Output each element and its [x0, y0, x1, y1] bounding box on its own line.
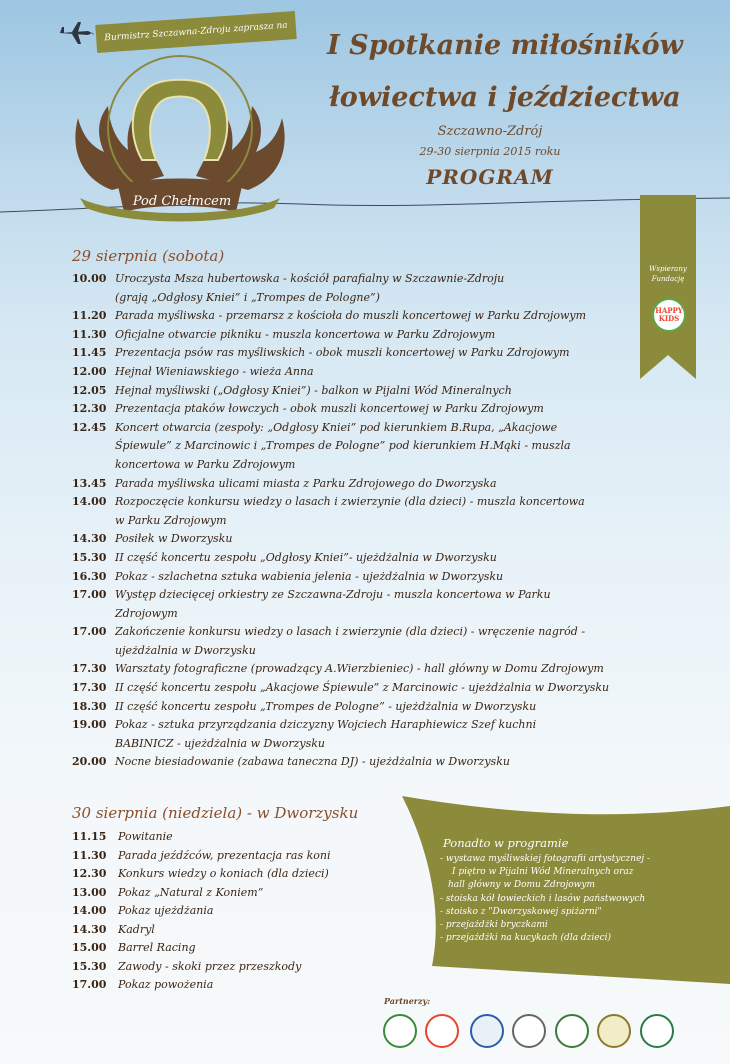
schedule-time: 17.00	[72, 978, 107, 991]
schedule-description: Parada jeźdźców, prezentacja ras koni	[118, 848, 331, 862]
schedule-time: 12.30	[72, 867, 107, 880]
schedule-description: II część koncertu zespołu „Odgłosy Kniei”- ujeżdżalnia w Dworzysku	[115, 550, 497, 564]
event-dates: 29-30 sierpnia 2015 roku	[419, 145, 561, 158]
schedule-row	[72, 939, 372, 958]
extra-list-item: - przejażdżki na kucykach (dla dzieci)	[440, 933, 612, 944]
sponsor-label-line-2: Fundację	[651, 275, 685, 283]
schedule-description: Posiłek w Dworzysku	[115, 532, 233, 546]
schedule-row	[72, 605, 642, 624]
schedule-description: Zdrojowym	[115, 606, 178, 620]
extra-list-item: I piętro w Pijalni Wód Mineralnych oraz	[452, 867, 634, 878]
schedule-description: Konkurs wiedzy o koniach (dla dzieci)	[118, 867, 329, 880]
partner-logo-happy-kids	[425, 1014, 459, 1048]
schedule-description: Oficjalne otwarcie pikniku - muszla koncertowa w Parku Zdrojowym	[115, 327, 496, 341]
sponsor-label	[643, 264, 693, 284]
schedule-description: Hejnał Wieniawskiego - wieża Anna	[115, 364, 314, 378]
schedule-description: Rozpoczęcie konkursu wiedzy o lasach i zwierzynie (dla dzieci) - muszla koncertowa	[115, 495, 585, 509]
schedule-row	[72, 475, 642, 494]
schedule-description: Kadryl	[118, 922, 155, 936]
schedule-row	[72, 568, 642, 587]
extra-list-item: - stoiska kół łowieckich i lasów państwowych	[440, 893, 646, 904]
schedule-time: 20.00	[72, 755, 107, 769]
partner-logo-partner-round	[640, 1014, 674, 1048]
schedule-time: 15.00	[72, 941, 107, 954]
title-line-1: I Spotkanie miłośników	[327, 30, 683, 61]
schedule-row	[72, 921, 372, 940]
schedule-row	[72, 735, 642, 754]
schedule-description: Występ dziecięcej orkiestry ze Szczawna-Zdroju - muszla koncertowa w Parku	[115, 588, 551, 602]
schedule-row	[72, 865, 372, 884]
schedule-row	[72, 847, 372, 866]
partner-logo-city-crest	[383, 1014, 417, 1048]
schedule-time	[72, 512, 115, 531]
extra-list-item: - przejażdżki bryczkami	[440, 920, 548, 931]
schedule-row	[72, 289, 642, 308]
schedule-time: 17.00	[72, 588, 107, 602]
title-line-2: łowiectwa i jeździectwa	[329, 82, 681, 113]
day1-schedule	[72, 270, 642, 772]
schedule-row	[72, 326, 642, 345]
schedule-time: 13.00	[72, 885, 107, 899]
partner-logo-partner-blue	[470, 1014, 504, 1048]
sponsor-label-line-1: Wspierany	[649, 265, 687, 273]
schedule-row	[72, 307, 642, 326]
schedule-row	[72, 828, 372, 847]
schedule-row	[72, 976, 372, 995]
extra-list-item: - wystawa myśliwskiej fotografii artystycznej -	[440, 854, 651, 864]
schedule-description: II część koncertu zespołu „Trompes de Pologne” - ujeżdżalnia w Dworzysku	[115, 699, 537, 713]
schedule-time: 14.00	[72, 904, 107, 917]
schedule-row	[72, 530, 642, 549]
day2-heading: 30 sierpnia (niedziela) - w Dworzysku	[72, 804, 359, 822]
schedule-description: Pokaz - sztuka przyrządzania dziczyzny Wojciech Haraphiewicz Szef kuchni	[115, 718, 537, 732]
schedule-description: Śpiewule” z Marcinowic i „Trompes de Pologne” pod kierunkiem H.Mąki - muszla	[115, 439, 571, 453]
schedule-row	[72, 698, 642, 717]
schedule-time: 19.00	[72, 718, 107, 732]
schedule-time: 12.05	[72, 383, 107, 397]
schedule-row	[72, 419, 642, 438]
schedule-time	[72, 642, 115, 661]
extra-list-item: - stoisko z "Dworzyskowej spiżarni"	[440, 906, 602, 917]
sponsor-ribbon	[640, 195, 696, 379]
schedule-description: Pokaz powożenia	[118, 978, 214, 991]
schedule-description: Koncert otwarcia (zespoły: „Odgłosy Kniei” pod kierunkiem B.Rupa, „Akacjowe	[115, 420, 558, 434]
schedule-row	[72, 549, 642, 568]
schedule-time: 11.15	[72, 830, 107, 843]
schedule-description: Pokaz ujeżdżania	[118, 904, 214, 917]
schedule-description: BABINICZ - ujeżdżalnia w Dworzysku	[115, 736, 325, 750]
schedule-row	[72, 270, 642, 289]
schedule-time: 15.30	[72, 959, 107, 973]
day1-heading: 29 sierpnia (sobota)	[72, 247, 225, 265]
schedule-row	[72, 456, 642, 475]
schedule-row	[72, 753, 642, 772]
extra-program	[440, 836, 700, 945]
banner-text: Burmistrz Szczawna-Zdroju zaprasza na	[104, 20, 288, 44]
airplane-icon	[58, 20, 94, 46]
schedule-row	[72, 512, 642, 531]
schedule-description: Parada myśliwska - przemarsz z kościoła do muszli koncertowej w Parku Zdrojowym	[115, 309, 587, 323]
schedule-time: 12.45	[72, 420, 107, 434]
schedule-row	[72, 716, 642, 735]
schedule-description: ujeżdżalnia w Dworzysku	[115, 643, 256, 657]
extra-list	[440, 853, 700, 945]
schedule-time	[72, 437, 115, 456]
schedule-description: Warsztaty fotograficzne (prowadzący A.Wierzbieniec) - hall główny w Domu Zdrojowym	[115, 662, 604, 676]
extra-list-item: hall główny w Domu Zdrojowym	[448, 880, 595, 891]
schedule-time: 17.00	[72, 625, 107, 639]
schedule-row	[72, 382, 642, 401]
schedule-row	[72, 437, 642, 456]
schedule-description: Nocne biesiadowanie (zabawa taneczna DJ) - ujeżdżalnia w Dworzysku	[115, 755, 510, 769]
schedule-description: Parada myśliwska ulicami miasta z Parku Zdrojowego do Dworzyska	[115, 476, 497, 490]
program-heading: PROGRAM	[426, 165, 554, 189]
schedule-description: Pokaz - szlachetna sztuka wabienia jelenia - ujeżdżalnia w Dworzysku	[115, 569, 504, 583]
schedule-time: 13.45	[72, 476, 107, 490]
schedule-time: 12.30	[72, 402, 107, 416]
event-place: Szczawno-Zdrój	[437, 124, 543, 139]
schedule-time: 11.45	[72, 346, 107, 360]
page-title	[310, 20, 700, 124]
partner-logo-partner-gold	[597, 1014, 631, 1048]
schedule-time	[72, 289, 115, 308]
schedule-time: 17.30	[72, 662, 107, 676]
schedule-time: 15.30	[72, 550, 107, 564]
happy-kids-badge: HAPPY KIDS	[652, 298, 686, 332]
schedule-description: Prezentacja ptaków łowczych - obok muszli koncertowej w Parku Zdrojowym	[115, 402, 544, 416]
schedule-row	[72, 902, 372, 921]
extra-heading: Ponadto w programie	[443, 836, 569, 850]
schedule-row	[72, 344, 642, 363]
schedule-row	[72, 958, 372, 977]
schedule-description: Zakończenie konkursu wiedzy o lasach i zwierzynie (dla dzieci) - wręczenie nagród -	[115, 625, 586, 639]
schedule-row	[72, 623, 642, 642]
schedule-time	[72, 605, 115, 624]
schedule-row	[72, 884, 372, 903]
partner-logo-partner-seal	[512, 1014, 546, 1048]
schedule-description: Barrel Racing	[118, 941, 196, 954]
schedule-description: (grają „Odgłosy Kniei” i „Trompes de Pologne”)	[115, 290, 380, 304]
schedule-time: 12.00	[72, 364, 107, 378]
schedule-description: Uroczysta Msza hubertowska - kościół parafialny w Szczawnie-Zdroju	[115, 272, 505, 285]
schedule-time: 16.30	[72, 569, 107, 583]
schedule-time: 11.30	[72, 327, 107, 341]
schedule-row	[72, 642, 642, 661]
schedule-description: Pokaz „Natural z Koniem”	[118, 885, 264, 899]
schedule-time	[72, 735, 115, 754]
schedule-row	[72, 660, 642, 679]
partner-logo-partner-green	[555, 1014, 589, 1048]
schedule-row	[72, 679, 642, 698]
schedule-description: Prezentacja psów ras myśliwskich - obok muszli koncertowej w Parku Zdrojowym	[115, 346, 570, 360]
schedule-row	[72, 363, 642, 382]
schedule-description: w Parku Zdrojowym	[115, 513, 227, 527]
partners-label: Partnerzy:	[384, 996, 431, 1006]
schedule-time: 17.30	[72, 681, 107, 695]
schedule-time: 14.00	[72, 495, 107, 509]
schedule-time: 11.30	[72, 848, 107, 862]
schedule-time: 14.30	[72, 922, 107, 936]
schedule-description: koncertowa w Parku Zdrojowym	[115, 457, 296, 471]
schedule-row	[72, 586, 642, 605]
schedule-time: 18.30	[72, 699, 107, 713]
schedule-time	[72, 456, 115, 475]
schedule-time: 14.30	[72, 532, 107, 546]
logo-name: Pod Chełmcem	[132, 194, 232, 209]
schedule-row	[72, 400, 642, 419]
schedule-time: 10.00	[72, 272, 107, 285]
day2-schedule	[72, 828, 372, 995]
schedule-row	[72, 493, 642, 512]
schedule-description: II część koncertu zespołu „Akacjowe Śpiewule” z Marcinowic - ujeżdżalnia w Dworzysku	[115, 681, 610, 695]
schedule-description: Zawody - skoki przez przeszkody	[118, 959, 302, 973]
schedule-description: Powitanie	[118, 830, 173, 843]
schedule-time: 11.20	[72, 309, 107, 323]
schedule-description: Hejnał myśliwski („Odgłosy Kniei”) - balkon w Pijalni Wód Mineralnych	[115, 383, 512, 397]
